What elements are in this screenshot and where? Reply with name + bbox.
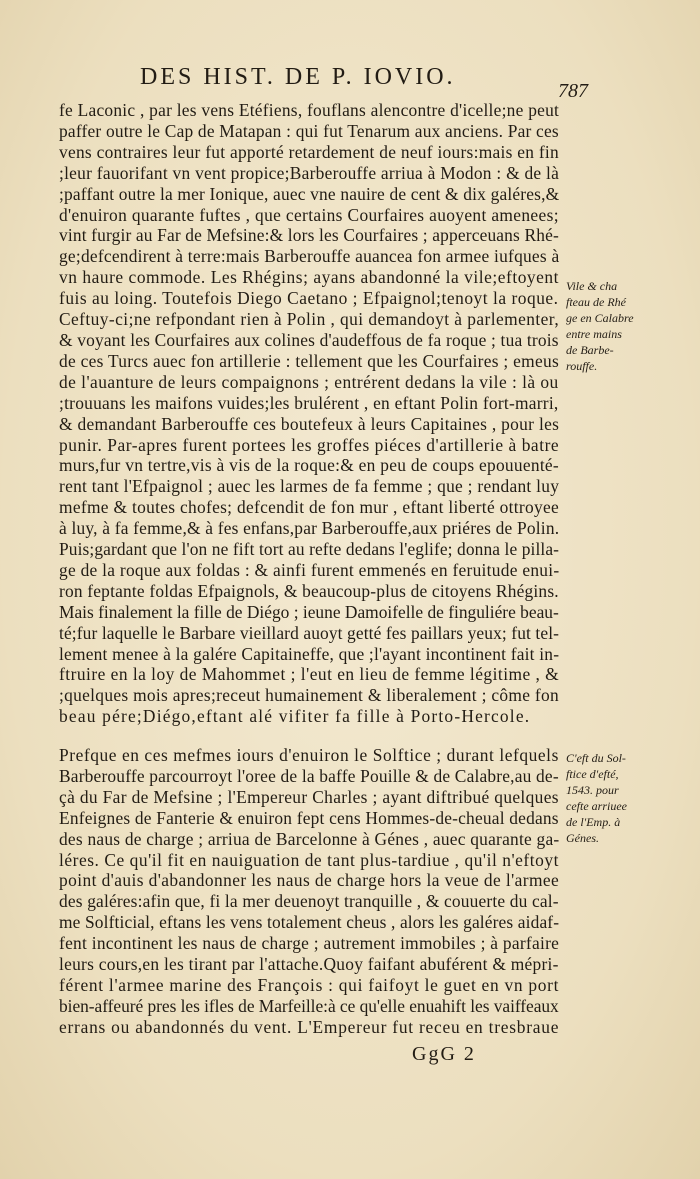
text-line: & demandant Barberouffe ces boutefeux à leurs Capitaines , pour les xyxy=(59,413,560,434)
text-line: fent incontinent les naus de charge ; autrement immobiles ; à parfaire xyxy=(59,933,560,954)
text-line: d'enuiron quarante fuftes , que certains Courfaires auoyent amenees; xyxy=(59,204,559,225)
text-line: leurs cours,en les tirant par l'attache.Quoy faifant abuférent & mépri- xyxy=(59,954,559,975)
margin-note-line: C'eft du Sol- xyxy=(566,751,626,765)
margin-note-line: fteau de Rhé xyxy=(566,295,626,309)
margin-note-line: entre mains xyxy=(566,327,622,341)
text-line: léres. Ce qu'il fit en nauiguation de tant plus-tardiue , qu'il n'eftoyt xyxy=(59,849,559,870)
text-line: vn haure commode. Les Rhégins; ayans abandonné la vile;eftoyent xyxy=(59,267,560,288)
text-line: ge;defcendirent à terre:mais Barberouffe auancea fon armee iufques à xyxy=(59,246,560,267)
text-line: vint furgir au Far de Mefsine:& lors les Courfaires ; apperceuans Rhé- xyxy=(59,225,559,246)
paragraph-1 xyxy=(59,100,559,727)
text-line: punir. Par-apres furent portees les groffes piéces d'artillerie à batre xyxy=(59,434,560,455)
text-line: Puis;gardant que l'on ne fift tort au refte dedans l'eglife; donna le pilla- xyxy=(59,539,560,560)
margin-note-rhegium xyxy=(566,278,666,374)
margin-note-line: cefte arriuee xyxy=(566,799,627,813)
text-line: paffer outre le Cap de Matapan : qui fut Tenarum aux anciens. Par ces xyxy=(59,120,559,141)
text-line: Prefque en ces mefmes iours d'enuiron le Solftice ; durant lefquels xyxy=(59,745,559,765)
text-line: Ceftuy-ci;ne refpondant rien à Polin , qui demandoyt à parlementer, xyxy=(59,309,560,330)
text-line: de ces Turcs auec fon artillerie : tellement que les Courfaires ; emeus xyxy=(59,350,560,371)
text-line: ftruire en la loy de Mahommet ; l'eut en lieu de femme légitime , & xyxy=(59,664,560,685)
margin-note-line: de Barbe- xyxy=(566,343,614,357)
text-line: des naus de charge ; arriua de Barcelonne à Génes , auec quarante ga- xyxy=(59,828,560,849)
text-line: Mais finalement la fille de Diégo ; ieune Damoifelle de finguliére beau- xyxy=(59,601,559,622)
margin-note-line: de l'Emp. à xyxy=(566,815,621,829)
text-line: errans ou abandonnés du vent. L'Empereur fut receu en tresbraue xyxy=(59,1016,560,1037)
text-line: bien-affeuré pres les ifles de Marfeille:à ce qu'elle enuahift les vaiffeaux xyxy=(59,995,559,1016)
text-line: Enfeignes de Fanterie & enuiron fept cens Hommes-de-cheual dedans xyxy=(59,807,559,828)
text-line: ;quelques mois apres;receut humainement & liberalement ; côme fon xyxy=(59,685,560,706)
text-line: té;fur laquelle le Barbare vieillard auoyt getté fes paillars yeux; fut tel- xyxy=(59,622,560,643)
text-line: murs,fur vn tertre,vis à vis de la roque:& en peu de coups epouuenté- xyxy=(59,455,559,476)
running-head: DES HIST. DE P. IOVIO. xyxy=(140,64,456,90)
text-line: vens contraires leur fut apporté retardement de neuf iours:mais en fin xyxy=(59,141,559,162)
text-line: Barberouffe parcourroyt l'oree de la baffe Pouille & de Calabre,au de- xyxy=(59,765,559,786)
text-line: point d'auis d'abandonner les naus de charge hors la veue de l'armee xyxy=(59,870,560,891)
text-line: à luy, à fa femme,& à fes enfans,par Barberouffe,aux priéres de Polin. xyxy=(59,518,560,539)
margin-note-solstice xyxy=(566,750,666,846)
paragraph-2 xyxy=(59,745,559,1038)
text-line: rent tant l'Efpaignol ; auec les larmes de fa femme ; que ; rendant luy xyxy=(59,476,560,497)
margin-note-line: Génes. xyxy=(566,831,599,845)
text-line: mefme & toutes chofes; defcendit de fon mur , eftant liberté ottroyee xyxy=(59,497,560,518)
margin-note-line: 1543. pour xyxy=(566,783,619,797)
text-line: me Solfticial, eftans les vens totalement cheus , alors les galéres aidaf- xyxy=(59,912,560,933)
text-line: lement menee à la galére Capitaineffe, que ;l'ayant incontinent fait in- xyxy=(59,643,560,664)
text-line: férent l'armee marine des François : qui faifoyt le guet en vn port xyxy=(59,974,560,995)
text-line: beau pére;Diégo,eftant alé vifiter fa fille à Porto-Hercole. xyxy=(59,706,531,727)
text-line: çà du Far de Mefsine ; l'Empereur Charles ; ayant diftribué quelques xyxy=(59,786,559,807)
text-line: ron feptante foldas Efpaignols, & beaucoup-plus de citoyens Rhégins. xyxy=(59,580,559,601)
text-line: & voyant les Courfaires aux colines d'audeffous de fa roque ; tua trois xyxy=(59,329,559,350)
text-line: fe Laconic , par les vens Etéfiens, fouflans alencontre d'icelle;ne peut xyxy=(59,100,560,120)
margin-note-line: Vile & cha xyxy=(566,279,618,293)
signature-mark: GgG 2 xyxy=(412,1043,476,1065)
text-line: de l'auanture de leurs compaignons ; entrérent dedans la vile : là ou xyxy=(59,371,559,392)
page-number: 787 xyxy=(558,80,588,102)
margin-note-line: ftice d'efté, xyxy=(566,767,619,781)
text-line: des galéres:afin que, fi la mer deuenoyt tranquille , & couuerte du cal- xyxy=(59,891,559,912)
margin-note-line: ge en Calabre xyxy=(566,311,634,325)
margin-note-line: rouffe. xyxy=(566,359,598,373)
text-line: ge de la roque aux foldas : & ainfi furent emmenés en feruitude enui- xyxy=(59,559,560,580)
text-line: fuis au loing. Toutefois Diego Caetano ; Efpaignol;tenoyt la roque. xyxy=(59,288,559,309)
text-line: ;paffant outre la mer Ionique, auec vne nauire de cent & dix galéres,& xyxy=(59,183,560,204)
text-line: ;trouuans les maifons vuides;les brulérent , en eftant Polin fort-marri, xyxy=(59,392,559,413)
text-line: ;leur fauorifant vn vent propice;Barberouffe arriua à Modon : & de là xyxy=(59,162,560,183)
